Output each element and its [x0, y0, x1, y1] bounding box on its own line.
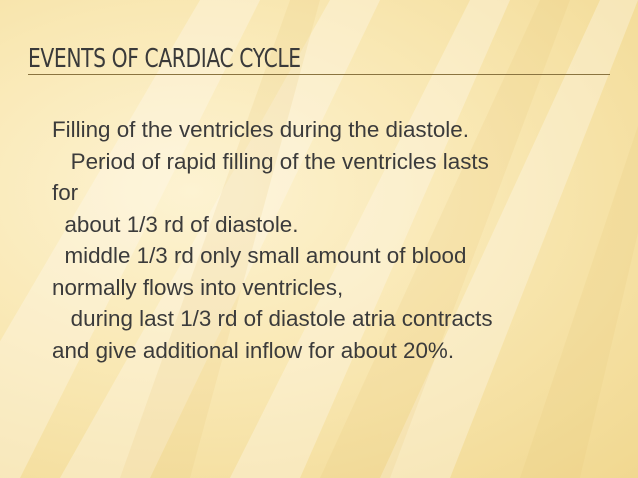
body-line: and give additional inflow for about 20%. — [52, 337, 455, 363]
body-line: for — [52, 180, 79, 205]
body-line: middle 1/3 rd only small amount of blood — [52, 243, 467, 268]
title-underline — [28, 74, 610, 75]
body-line: during last 1/3 rd of diastole atria contracts — [52, 306, 493, 331]
slide-title: EVENTS OF CARDIAC CYCLE — [28, 44, 301, 74]
body-line: about 1/3 rd of diastole. — [52, 211, 299, 237]
body-line: Filling of the ventricles during the diastole. — [52, 117, 469, 142]
body-line: normally flows into ventricles, — [52, 274, 344, 300]
slide-body — [52, 114, 627, 366]
body-line: Period of rapid filling of the ventricles lasts — [52, 148, 489, 174]
